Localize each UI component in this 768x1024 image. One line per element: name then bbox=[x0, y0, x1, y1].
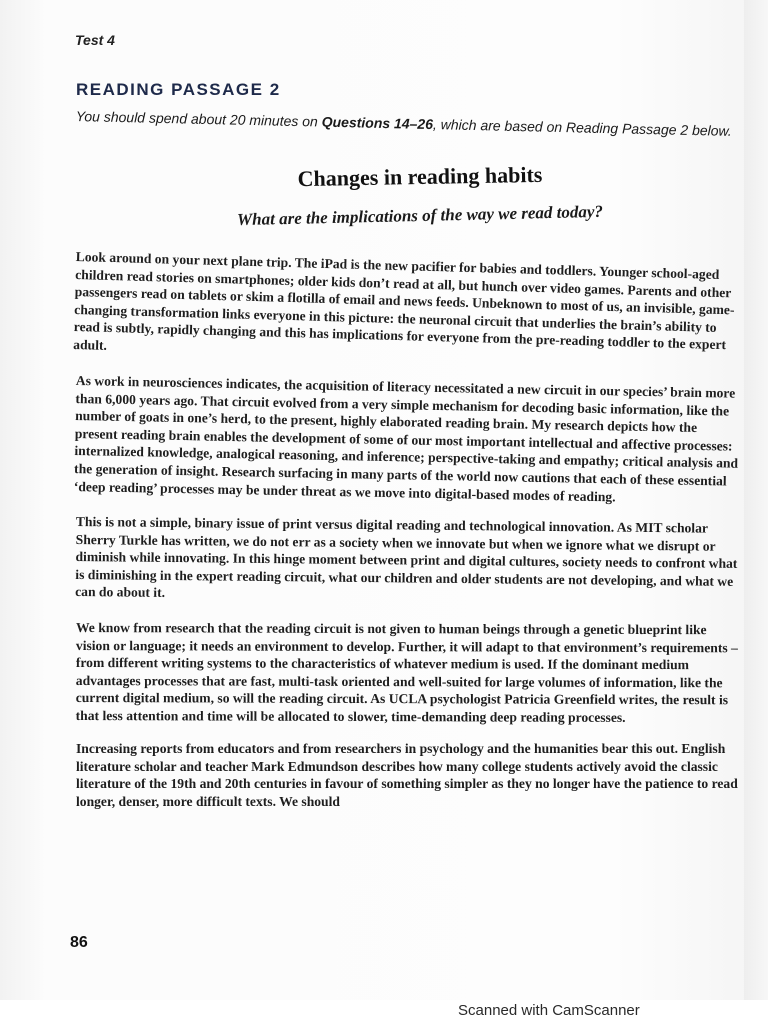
test-label: Test 4 bbox=[75, 32, 115, 48]
instructions-after: , which are based on Reading Passage 2 below. bbox=[432, 116, 732, 139]
instructions-before: You should spend about 20 minutes on bbox=[75, 108, 322, 130]
instructions-questions: Questions 14–26 bbox=[321, 113, 434, 133]
paragraph-5: Increasing reports from educators and from researchers in psychology and the humanities bear this out. English literature scholar and teacher Mark Edmundson describes how many college students actively avoid the classic literature of the 19th and 20th centuries in favour of something simpler as they no longer have the patience to read longer, denser, more difficult texts. We should bbox=[76, 741, 738, 810]
page-number: 86 bbox=[70, 934, 88, 951]
article-title: Changes in reading habits bbox=[297, 161, 543, 192]
watermark-strip bbox=[0, 1000, 768, 1024]
article-body bbox=[73, 248, 744, 824]
paragraph-2: As work in neurosciences indicates, the acquisition of literacy necessitated a new circuit in our species’ brain more than 6,000 years ago. That circuit evolved from a very simple mechanism for decoding basic information, like the number of goats in one’s herd, to the present, highly elaborated reading brain. My research depicts how the present reading brain enables the development of some of our most important intellectual and affective processes: internalized knowledge, analogical reasoning, and inference; perspective-taking and empathy; critical analysis and the generation of insight. Research surfacing in many parts of the world now cautions that each of these essential ‘deep reading’ processes may be under threat as we move into digital-based modes of reading. bbox=[73, 372, 739, 504]
paragraph-4: We know from research that the reading circuit is not given to human beings through a genetic blueprint like vision or language; it needs an environment to develop. Further, it will adapt to that environment’s requirements – from different writing systems to the characteristics of whatever medium is used. If the dominant medium advantages processes that are fast, multi-task oriented and well-suited for large volumes of information, like the current digital medium, so will the reading circuit. As UCLA psychologist Patricia Greenfield writes, the result is that less attention and time will be allocated to slower, time-demanding deep reading processes. bbox=[75, 619, 738, 725]
page-edge-shadow bbox=[744, 0, 768, 1024]
instructions bbox=[76, 108, 746, 140]
scanner-watermark: Scanned with CamScanner bbox=[458, 1002, 640, 1019]
article-subtitle: What are the implications of the way we read today? bbox=[236, 201, 604, 230]
paragraph-1: Look around on your next plane trip. The iPad is the new pacifier for babies and toddlers. Younger school-aged children read stories on smartphones; older kids don’t read at all, but hunch over video games. Parents and other passengers read on tablets or skim a flotilla of email and news feeds. Unbeknown to most of us, an invisible, game-changing transformation links everyone in this picture: the neuronal circuit that underlies the brain’s ability to read is subtly, rapidly changing and this has implications for everyone from the pre-reading toddler to the expert adult. bbox=[73, 248, 735, 353]
passage-heading: READING PASSAGE 2 bbox=[76, 80, 281, 99]
paragraph-3: This is not a simple, binary issue of print versus digital reading and technological innovation. As MIT scholar Sherry Turkle has written, we do not err as a society when we innovate but when we ignore what we disrupt or diminish while innovating. In this hinge moment between print and digital cultures, society needs to confront what is diminishing in the expert reading circuit, what our children and older students are not developing, and what we can do about it. bbox=[75, 513, 738, 601]
